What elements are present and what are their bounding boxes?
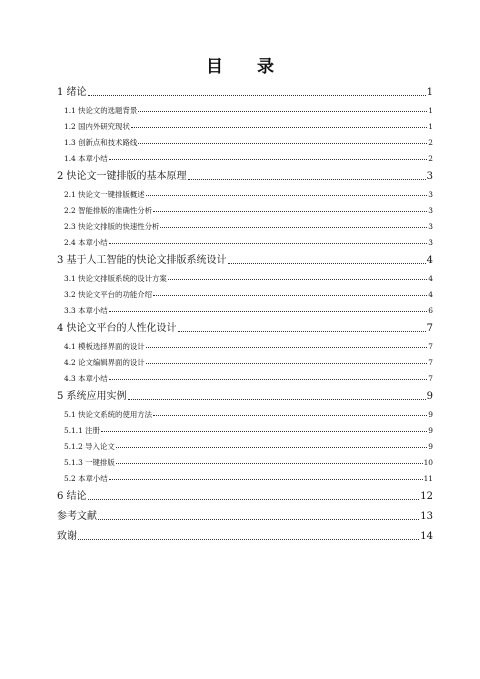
toc-entry-label: 2.2 智能排版的准确性分析: [64, 205, 153, 215]
toc-section-entry[interactable]: [57, 230, 433, 246]
toc-entry-page-number: 4: [428, 273, 433, 283]
toc-entry-label: 3.2 快论文平台的功能介绍: [64, 289, 153, 299]
toc-entry-page-number: 3: [426, 171, 433, 182]
toc-entry-label: 4.3 本章小结: [64, 373, 108, 383]
toc-entry-page-number: 3: [428, 189, 433, 199]
toc-entry-page-number: 13: [420, 511, 433, 522]
toc-entry-page-number: 4: [428, 289, 433, 299]
dot-leader: [109, 379, 428, 380]
dot-leader: [109, 243, 428, 244]
toc-entry-page-number: 3: [428, 237, 433, 247]
toc-entry-label: 4.1 模板选择界面的设计: [64, 341, 145, 351]
toc-entry-page-number: 7: [428, 341, 433, 351]
dot-leader: [109, 311, 428, 312]
dot-leader: [78, 539, 419, 540]
title-char-2: 录: [257, 57, 274, 77]
toc-entry-page-number: 9: [428, 425, 433, 435]
toc-entry-label: 1 绪论: [57, 87, 87, 98]
dot-leader: [146, 195, 428, 196]
dot-leader: [101, 431, 427, 432]
dot-leader: [116, 463, 423, 464]
toc-entry-page-number: 10: [423, 457, 433, 467]
toc-entry-label: 2 快论文一键排版的基本原理: [57, 171, 187, 182]
toc-section-entry[interactable]: [57, 182, 433, 198]
dot-leader: [88, 499, 420, 500]
toc-entry-page-number: 14: [420, 531, 433, 542]
toc-section-entry[interactable]: [57, 114, 433, 130]
dot-leader: [178, 331, 426, 332]
dot-leader: [146, 363, 428, 364]
toc-chapter-entry[interactable]: [57, 382, 433, 402]
toc-entry-page-number: 9: [428, 441, 433, 451]
toc-section-entry[interactable]: [57, 298, 433, 314]
toc-entry-page-number: 7: [428, 357, 433, 367]
toc-section-entry[interactable]: [57, 466, 433, 482]
toc-entry-page-number: 9: [426, 391, 433, 402]
toc-entry-label: 3.3 本章小结: [64, 305, 108, 315]
dot-leader: [153, 295, 427, 296]
toc-entry-page-number: 7: [426, 323, 433, 334]
toc-chapter-entry[interactable]: [57, 162, 433, 182]
toc-entry-label: 1.4 本章小结: [64, 153, 108, 163]
toc-section-entry[interactable]: [57, 266, 433, 282]
toc-entry-label: 2.3 快论文排版的快速性分析: [64, 221, 160, 231]
toc-entry-page-number: 11: [423, 473, 433, 483]
dot-leader: [146, 347, 428, 348]
toc-entry-label: 2.4 本章小结: [64, 237, 108, 247]
toc-entry-page-number: 4: [426, 255, 433, 266]
toc-entry-label: 参考文献: [57, 511, 97, 522]
toc-chapter-entry[interactable]: [57, 522, 433, 542]
toc-section-entry[interactable]: [57, 98, 433, 114]
dot-leader: [138, 143, 427, 144]
toc-chapter-entry[interactable]: [57, 482, 433, 502]
toc-entry-label: 5.1.3 一键排版: [64, 457, 115, 467]
toc-chapter-entry[interactable]: [57, 78, 433, 98]
dot-leader: [153, 415, 427, 416]
dot-leader: [131, 127, 427, 128]
toc-entry-label: 5.2 本章小结: [64, 473, 108, 483]
toc-entry-label: 5.1.1 注册: [64, 425, 100, 435]
toc-entry-label: 5.1 快论文系统的使用方法: [64, 409, 153, 419]
toc-section-entry[interactable]: [57, 402, 433, 418]
toc-entry-page-number: 1: [428, 105, 433, 115]
toc-entry-label: 5.1.2 导入论文: [64, 441, 115, 451]
toc-entry-page-number: 1: [428, 121, 433, 131]
toc-entry-page-number: 2: [428, 153, 433, 163]
toc-entry-label: 致谢: [57, 531, 77, 542]
dot-leader: [228, 263, 426, 264]
toc-entry-label: 4.2 论文编辑界面的设计: [64, 357, 145, 367]
toc-entry-page-number: 3: [428, 221, 433, 231]
toc-entry-page-number: 3: [428, 205, 433, 215]
toc-chapter-entry[interactable]: [57, 502, 433, 522]
toc-section-entry[interactable]: [57, 146, 433, 162]
toc-entry-page-number: 2: [428, 137, 433, 147]
toc-section-entry[interactable]: [57, 334, 433, 350]
toc-chapter-entry[interactable]: [57, 246, 433, 266]
dot-leader: [153, 211, 427, 212]
dot-leader: [109, 159, 428, 160]
table-of-contents: [57, 78, 433, 542]
toc-entry-label: 3.1 快论文排版系统的设计方案: [64, 273, 167, 283]
dot-leader: [168, 279, 428, 280]
toc-section-entry[interactable]: [57, 198, 433, 214]
toc-section-entry[interactable]: [57, 366, 433, 382]
toc-entry-label: 4 快论文平台的人性化设计: [57, 323, 177, 334]
toc-entry-page-number: 6: [428, 305, 433, 315]
dot-leader: [88, 95, 426, 96]
toc-chapter-entry[interactable]: [57, 314, 433, 334]
toc-entry-page-number: 7: [428, 373, 433, 383]
dot-leader: [188, 179, 426, 180]
toc-section-entry[interactable]: [57, 418, 433, 434]
toc-entry-label: 1.1 快论文的选题背景: [64, 105, 138, 115]
toc-section-entry[interactable]: [57, 282, 433, 298]
toc-entry-page-number: 1: [426, 87, 433, 98]
toc-entry-label: 5 系统应用实例: [57, 391, 127, 402]
toc-entry-label: 1.3 创新点和技术路线: [64, 137, 138, 147]
page-title: [0, 52, 480, 77]
toc-entry-label: 1.2 国内外研究现状: [64, 121, 130, 131]
dot-leader: [138, 111, 427, 112]
dot-leader: [128, 399, 426, 400]
dot-leader: [160, 227, 427, 228]
title-char-1: 目: [206, 57, 223, 77]
toc-section-entry[interactable]: [57, 450, 433, 466]
toc-entry-page-number: 12: [420, 491, 433, 502]
dot-leader: [98, 519, 419, 520]
toc-section-entry[interactable]: [57, 350, 433, 366]
toc-entry-label: 3 基于人工智能的快论文排版系统设计: [57, 255, 227, 266]
toc-section-entry[interactable]: [57, 130, 433, 146]
toc-section-entry[interactable]: [57, 214, 433, 230]
toc-entry-label: 2.1 快论文一键排版概述: [64, 189, 145, 199]
toc-entry-page-number: 9: [428, 409, 433, 419]
toc-entry-label: 6 结论: [57, 491, 87, 502]
toc-section-entry[interactable]: [57, 434, 433, 450]
dot-leader: [116, 447, 428, 448]
dot-leader: [109, 479, 423, 480]
